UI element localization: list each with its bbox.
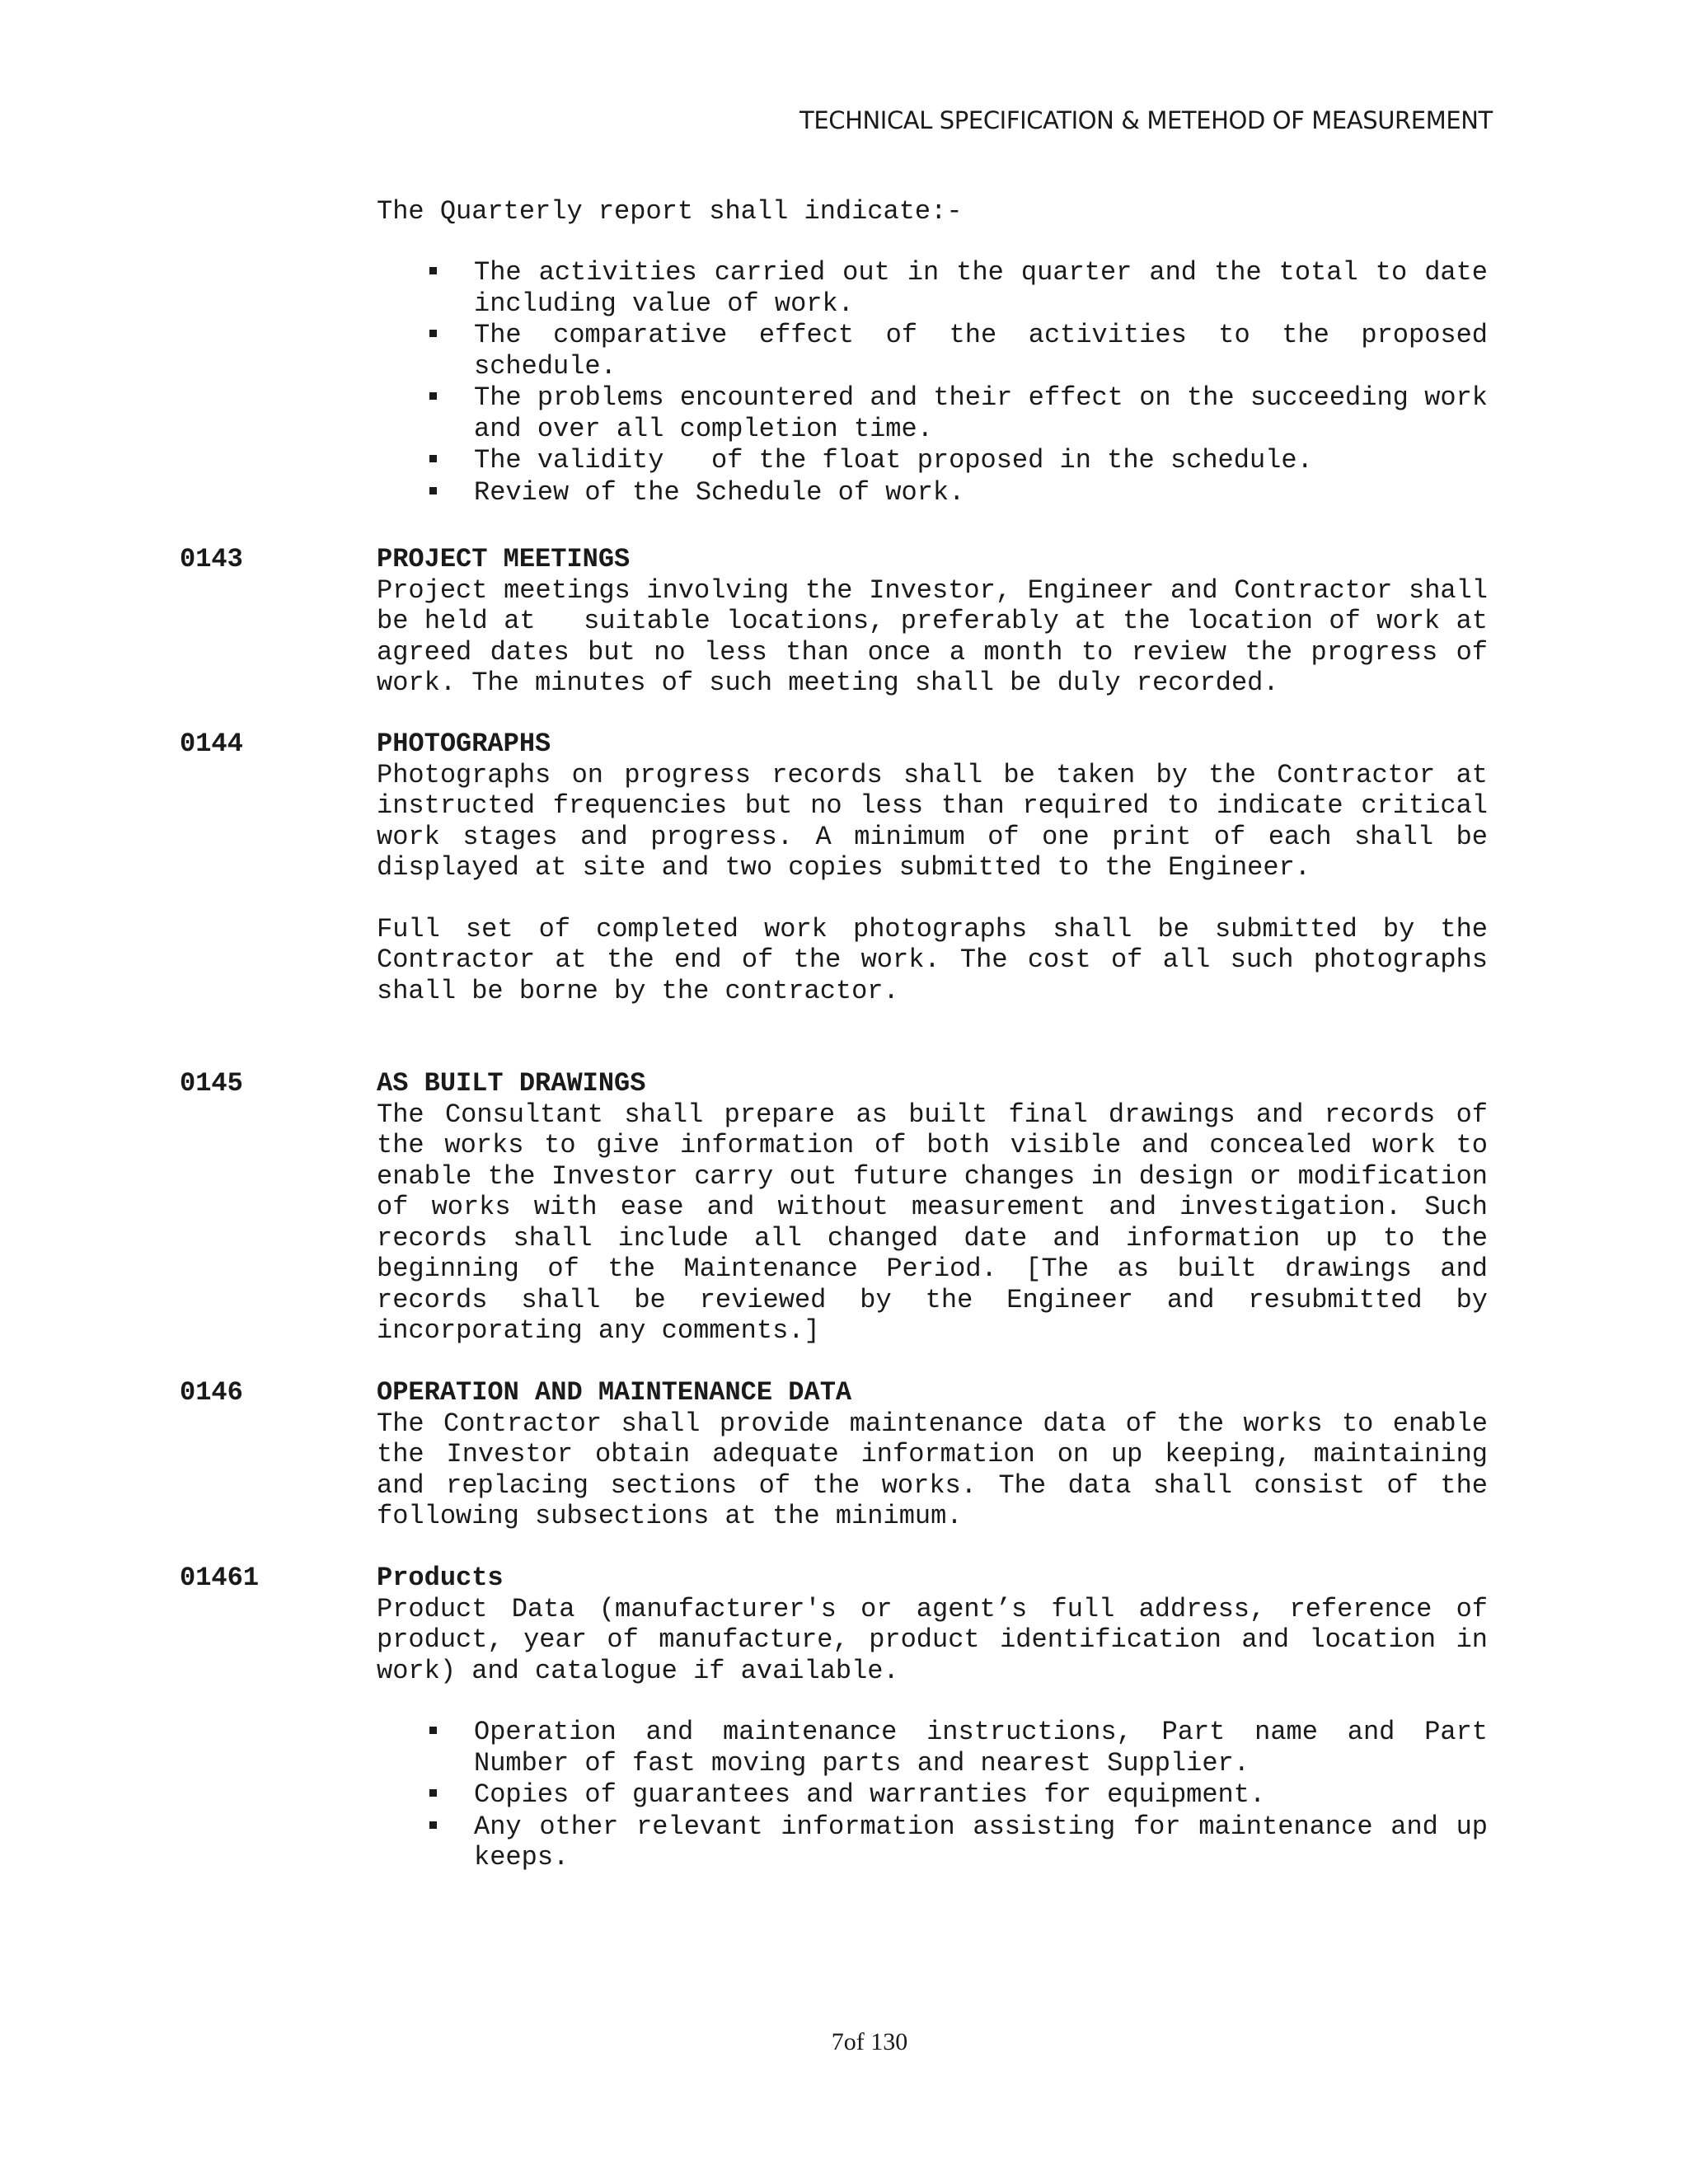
products-bullet-list <box>474 1717 1488 1873</box>
section-heading: AS BUILT DRAWINGS <box>377 1068 646 1099</box>
square-bullet-icon <box>429 1717 439 1748</box>
list-item <box>474 477 1488 509</box>
list-item <box>474 257 1488 319</box>
square-bullet-icon <box>429 1779 439 1811</box>
list-item-text: Review of the Schedule of work. <box>474 476 965 508</box>
quarterly-intro: The Quarterly report shall indicate:- <box>377 196 963 227</box>
section-as-built-drawings <box>377 1068 1488 1347</box>
list-item-text: The validity of the float proposed in the schedule. <box>474 445 1313 476</box>
section-heading: Products <box>377 1563 504 1593</box>
section-products <box>377 1563 1488 1686</box>
square-bullet-icon <box>429 477 439 509</box>
list-item <box>474 320 1488 382</box>
section-text: Project meetings involving the Investor, Engineer and Contractor shall be held at suitable locations, preferably at the location of work at agreed dates but no less than once a month to review the progress of work. The minutes of such meeting shall be duly recorded. <box>377 574 1504 698</box>
list-item-text: The comparative effect of the activities to the proposed schedule. <box>474 320 1488 382</box>
section-number: 0145 <box>180 1068 243 1099</box>
list-item <box>474 1779 1488 1811</box>
section-heading: OPERATION AND MAINTENANCE DATA <box>377 1377 852 1408</box>
document-header: TECHNICAL SPECIFICATION & METEHOD OF MEASUREMENT <box>799 106 1493 134</box>
square-bullet-icon <box>429 382 439 414</box>
list-item-text: The activities carried out in the quarter and the total to date including value of work. <box>474 257 1488 319</box>
section-project-meetings <box>377 544 1504 699</box>
list-item-text: Copies of guarantees and warranties for equipment. <box>474 1779 1266 1810</box>
section-heading: PROJECT MEETINGS <box>377 544 631 574</box>
section-heading: PHOTOGRAPHS <box>377 729 551 759</box>
section-number: 0146 <box>180 1377 243 1408</box>
list-item <box>474 382 1488 444</box>
section-text: Product Data (manufacturer's or agent’s full address, reference of product, year of manufacture, product identification and location in work) and catalogue if available. <box>377 1593 1488 1686</box>
list-item <box>474 445 1488 476</box>
section-text: Full set of completed work photographs shall be submitted by the Contractor at the end of the work. The cost of all such photographs shall be borne by the contractor. <box>377 913 1488 1006</box>
section-text: The Contractor shall provide maintenance data of the works to enable the Investor obtain adequate information on up keeping, maintaining and replacing sections of the works. The data shall consist of the following subsections at the minimum. <box>377 1408 1488 1531</box>
square-bullet-icon <box>429 257 439 288</box>
section-number: 01461 <box>180 1563 260 1593</box>
list-item-text: Any other relevant information assisting for maintenance and up keeps. <box>474 1811 1488 1872</box>
section-number: 0143 <box>180 544 243 574</box>
list-item-text: Operation and maintenance instructions, Part name and Part Number of fast moving parts and nearest Supplier. <box>474 1717 1488 1779</box>
list-item <box>474 1717 1488 1779</box>
square-bullet-icon <box>429 1811 439 1843</box>
quarterly-bullet-list <box>474 257 1488 508</box>
section-text: The Consultant shall prepare as built final drawings and records of the works to give information of both visible and concealed work to enable the Investor carry out future changes in design or modification of works with ease and without measurement and investigation. Such records shall include all changed date and information up to the beginning of the Maintenance Period. [The as built drawings and records shall be reviewed by the Engineer and resubmitted by incorporating any comments.] <box>377 1099 1488 1346</box>
section-operation-maintenance-data <box>377 1377 1488 1532</box>
list-item-text: The problems encountered and their effect on the succeeding work and over all completion time. <box>474 382 1488 444</box>
square-bullet-icon <box>429 445 439 476</box>
square-bullet-icon <box>429 320 439 351</box>
page-number: 7of 130 <box>831 2028 908 2055</box>
section-photographs <box>377 729 1488 1006</box>
list-item <box>474 1811 1488 1873</box>
section-number: 0144 <box>180 729 243 759</box>
section-text: Photographs on progress records shall be taken by the Contractor at instructed frequencies but no less than required to indicate critical work stages and progress. A minimum of one print of each shall be displayed at site and two copies submitted to the Engineer. <box>377 759 1488 883</box>
